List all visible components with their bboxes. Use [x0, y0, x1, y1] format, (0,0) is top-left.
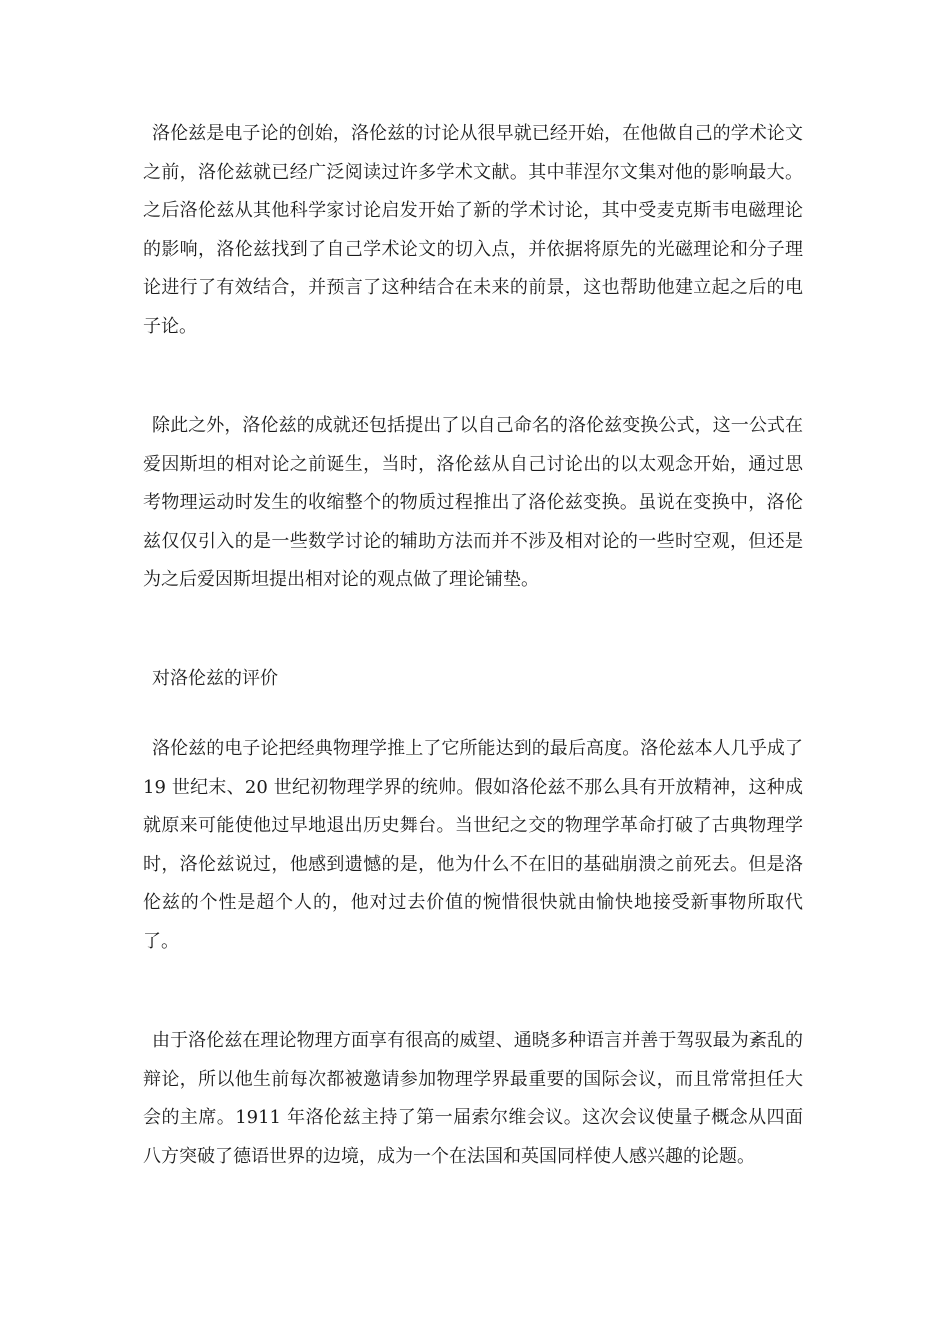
section-heading: 对洛伦兹的评价: [152, 668, 278, 689]
paragraph-evaluation: 洛伦兹的电子论把经典物理学推上了它所能达到的最后高度。洛伦兹本人几乎成了 19 世纪末、20 世纪初物理学界的统帅。假如洛伦兹不那么具有开放精神，这种成就原来可能使他过早地退出历史舞台。当世纪之交的物理学革命打破了古典物理学时，洛伦兹说过，他感到遗憾的是，他为什么不在旧的基础崩溃之前死去。但是洛伦兹的个性是超个人的，他对过去价值的惋惜很快就由愉快地接受新事物所取代了。: [143, 738, 803, 952]
paragraph-lorentz-transformation: 除此之外，洛伦兹的成就还包括提出了以自己命名的洛伦兹变换公式，这一公式在爱因斯坦的相对论之前诞生，当时，洛伦兹从自己讨论出的以太观念开始，通过思考物理运动时发生的收缩整个的物质过程推出了洛伦兹变换。虽说在变换中，洛伦兹仅仅引入的是一些数学讨论的辅助方法而并不涉及相对论的一些时空观，但还是为之后爱因斯坦提出相对论的观点做了理论铺垫。: [143, 415, 803, 590]
paragraph-solvay-conference: 由于洛伦兹在理论物理方面享有很高的威望、通晓多种语言并善于驾驭最为紊乱的辩论，所以他生前每次都被邀请参加物理学界最重要的国际会议，而且常常担任大会的主席。1911 年洛伦兹主持了第一届索尔维会议。这次会议使量子概念从四面八方突破了德语世界的边境，成为一个在法国和英国同样使人感兴趣的论题。: [143, 1030, 803, 1167]
paragraph-electron-theory: 洛伦兹是电子论的创始，洛伦兹的讨论从很早就已经开始，在他做自己的学术论文之前，洛伦兹就已经广泛阅读过许多学术文献。其中菲涅尔文集对他的影响最大。之后洛伦兹从其他科学家讨论启发开始了新的学术讨论，其中受麦克斯韦电磁理论的影响，洛伦兹找到了自己学术论文的切入点，并依据将原先的光磁理论和分子理论进行了有效结合，并预言了这种结合在未来的前景，这也帮助他建立起之后的电子论。: [143, 123, 803, 337]
